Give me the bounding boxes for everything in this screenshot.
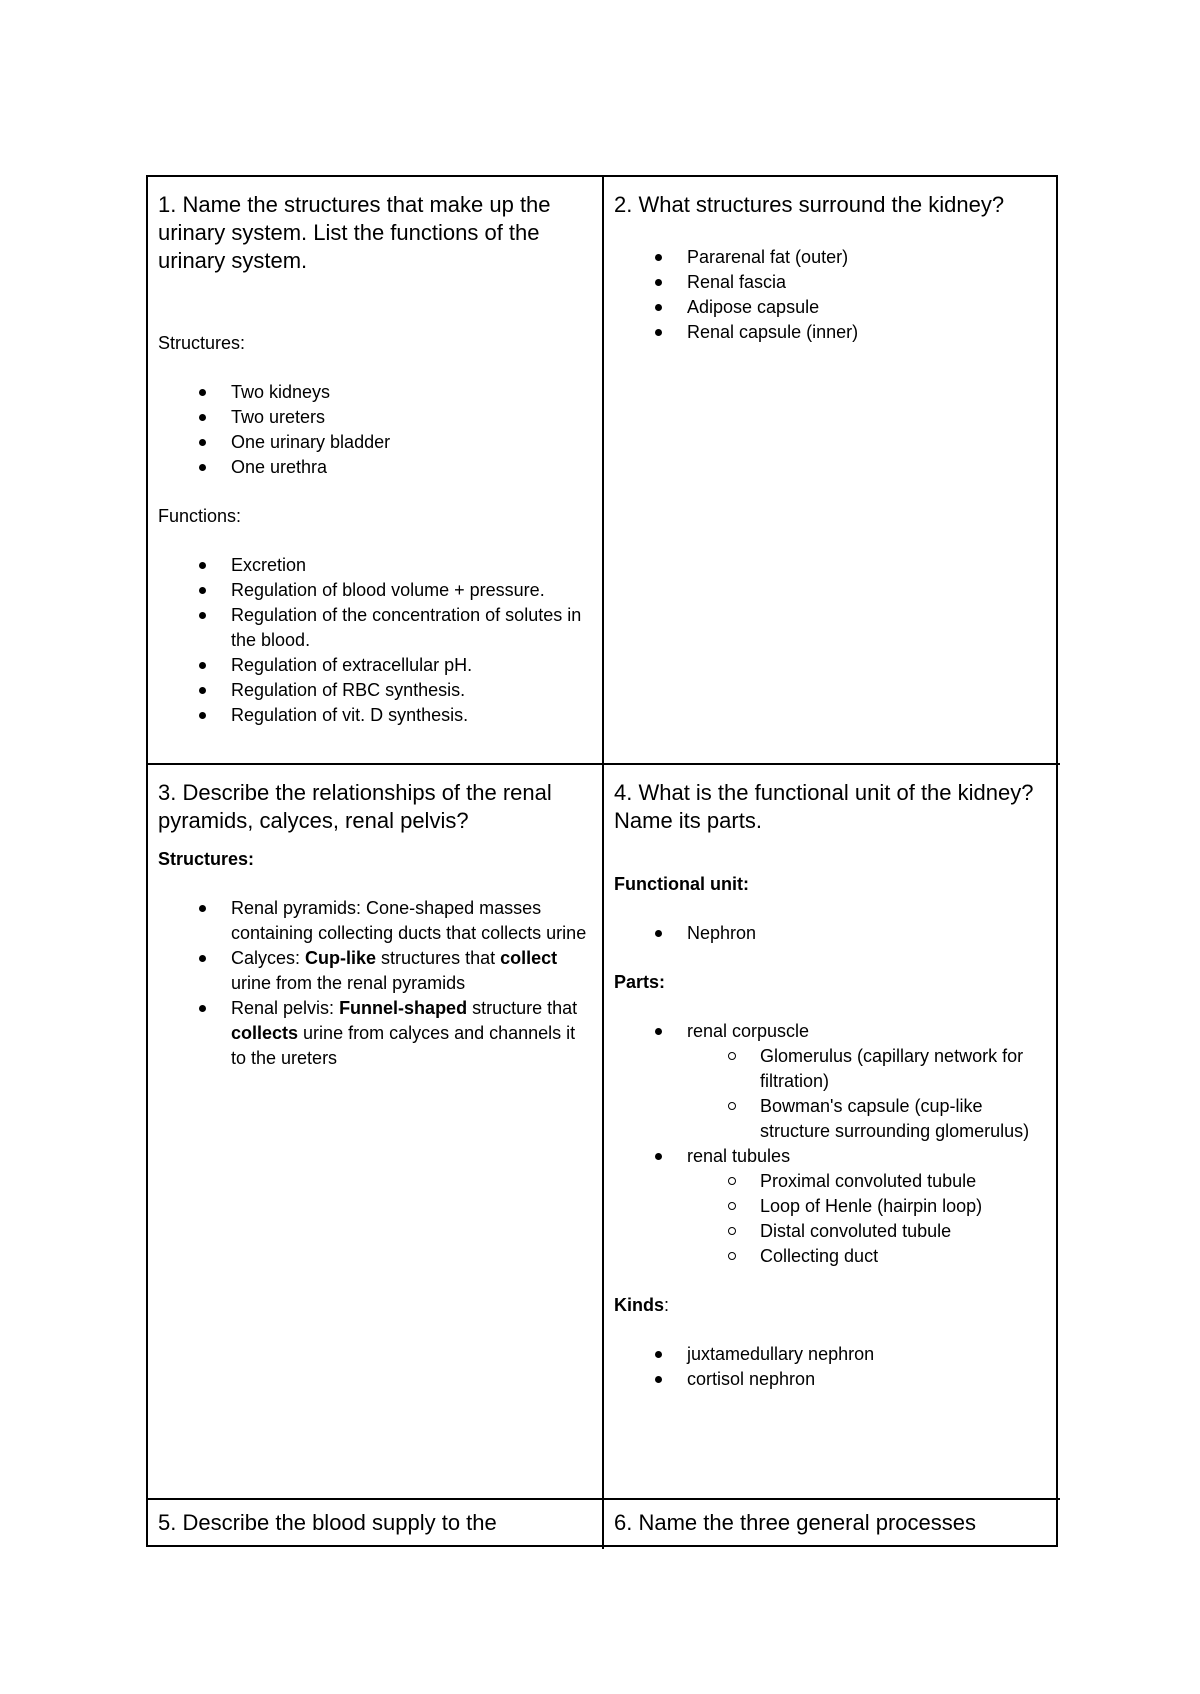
question-2-title: 2. What structures surround the kidney? xyxy=(614,192,1005,217)
list-item: Regulation of blood volume + pressure. xyxy=(158,578,592,603)
list-item: Calyces: Cup-like structures that collect urine from the renal pyramids xyxy=(158,946,592,996)
list-item: renal tubules Proximal convoluted tubule Loop of Henle (hairpin loop) Distal convoluted tubule Collecting duct xyxy=(614,1144,1050,1269)
structures-label: Structures: xyxy=(158,333,246,353)
parts-list xyxy=(614,1019,1050,1269)
structures-list xyxy=(158,380,592,480)
question-table xyxy=(146,175,1058,1547)
cell-question-5 xyxy=(148,1500,604,1549)
cell-question-3 xyxy=(148,765,604,1500)
functional-unit-label: Functional unit: xyxy=(614,874,749,894)
kinds-list xyxy=(614,1342,1050,1392)
list-item: Adipose capsule xyxy=(614,295,1050,320)
structures-label: Structures: xyxy=(158,849,255,869)
cell-question-4 xyxy=(604,765,1060,1500)
list-item: One urinary bladder xyxy=(158,430,592,455)
list-item: Renal pelvis: Funnel-shaped structure that collects urine from calyces and channels it to the ureters xyxy=(158,996,592,1071)
kinds-label: Kinds: xyxy=(614,1295,670,1315)
list-item: Pararenal fat (outer) xyxy=(614,245,1050,270)
list-item: Renal fascia xyxy=(614,270,1050,295)
cell-question-1 xyxy=(148,177,604,765)
cell-question-2 xyxy=(604,177,1060,765)
list-item: Distal convoluted tubule xyxy=(687,1219,1050,1244)
list-item: cortisol nephron xyxy=(614,1367,1050,1392)
parts-label: Parts: xyxy=(614,972,666,992)
question-3-title: 3. Describe the relationships of the renal pyramids, calyces, renal pelvis? xyxy=(158,780,552,833)
list-item: Bowman's capsule (cup-like structure surrounding glomerulus) xyxy=(687,1094,1050,1144)
tubule-parts-list xyxy=(614,1169,1050,1269)
list-item: Renal capsule (inner) xyxy=(614,320,1050,345)
question-6-title: 6. Name the three general processes xyxy=(614,1510,976,1535)
renal-structures-list xyxy=(158,896,592,1071)
list-item: Renal pyramids: Cone-shaped masses containing collecting ducts that collects urine xyxy=(158,896,592,946)
list-item: Loop of Henle (hairpin loop) xyxy=(687,1194,1050,1219)
surrounding-structures-list xyxy=(614,245,1050,345)
cell-question-6 xyxy=(604,1500,1060,1549)
list-item: One urethra xyxy=(158,455,592,480)
list-item: juxtamedullary nephron xyxy=(614,1342,1050,1367)
list-item: Regulation of RBC synthesis. xyxy=(158,678,592,703)
question-4-title: 4. What is the functional unit of the kidney? Name its parts. xyxy=(614,780,1034,833)
list-item: Two kidneys xyxy=(158,380,592,405)
list-item: Nephron xyxy=(614,921,1050,946)
list-item: renal corpuscle Glomerulus (capillary network for filtration) Bowman's capsule (cup-like structure surrounding glomerulus) xyxy=(614,1019,1050,1144)
list-item: Regulation of the concentration of solutes in the blood. xyxy=(158,603,592,653)
question-5-title: 5. Describe the blood supply to the xyxy=(158,1510,497,1535)
list-item: Regulation of extracellular pH. xyxy=(158,653,592,678)
list-item: Excretion xyxy=(158,553,592,578)
list-item: Two ureters xyxy=(158,405,592,430)
list-item: Proximal convoluted tubule xyxy=(687,1169,1050,1194)
functions-label: Functions: xyxy=(158,506,242,526)
functions-list xyxy=(158,553,592,728)
question-1-title: 1. Name the structures that make up the urinary system. List the functions of the urinary system. xyxy=(158,192,551,273)
list-item: Regulation of vit. D synthesis. xyxy=(158,703,592,728)
corpuscle-parts-list xyxy=(614,1044,1050,1144)
functional-unit-list xyxy=(614,921,1050,946)
list-item: Glomerulus (capillary network for filtration) xyxy=(687,1044,1050,1094)
list-item: Collecting duct xyxy=(687,1244,1050,1269)
